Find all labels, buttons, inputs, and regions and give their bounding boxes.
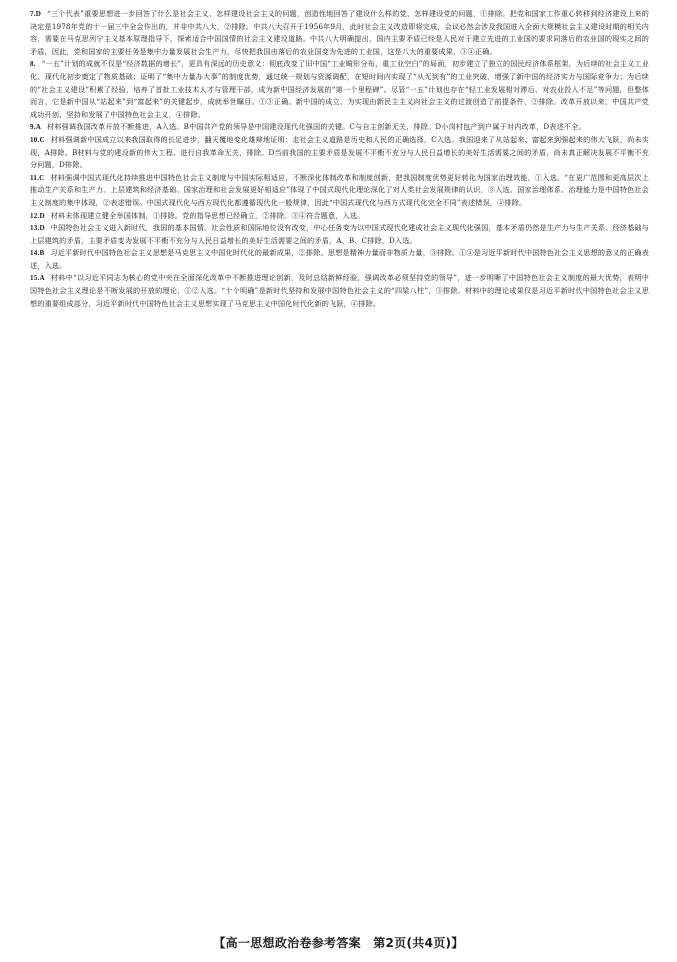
answer-explanation: 习近平新时代中国特色社会主义思想是马克思主义中国化时代化的最新成果，②排除。思想是精神力量而非物质力量，③排除。①④是习近平新时代中国特色社会主义思想的意义的正确表述，入选。 [30,248,649,270]
answer-number: 11.C [30,173,45,182]
answer-number: 13.D [30,224,45,233]
answer-explanation: “三个代表”重要思想进一步回答了什么是社会主义、怎样建设社会主义的问题，创造性地回答了建设什么样的党、怎样建设党的问题，①排除。把党和国家工作重心转移到经济建设上来的决定是1978年党的十一届三中全会作出的，并非中共八大，②排除。中共八大召开于1956年9月，此时社会主义改造即将完成，会议必然会涉及我国进入全面大规模社会主义建设时期的相关内容，需要在马克思列宁主义基本原理指导下，探索适合中国国情的社会主义建设道路。中共八大明确提出，国内主要矛盾已经是人民对于建立先进的工业国的要求同落后的农业国的现实之间的矛盾，因此，党和国家的主要任务是集中力量发展社会生产力，尽快把我国由落后的农业国变为先进的工业国，这是八大的重要成果，③④正确。 [30,9,649,56]
answer-item [30,121,649,134]
answer-item [30,210,649,223]
answer-item [30,58,649,121]
answer-number: 15.A [30,274,45,283]
answer-item [30,172,649,210]
answer-list [30,8,649,310]
answer-explanation: 材料中“以习近平同志为核心的党中央在全面深化改革中不断推进理论创新，及时总结新鲜经验，强调改革必须坚持党的领导”，进一步明晰了中国特色社会主义制度的最大优势，表明中国特色社会主义理论是不断发展的开放的理论，①②入选。“十个明确”是新时代坚持和发展中国特色社会主义的“四梁八柱”，③排除。材料中的理论成果仅是习近平新时代中国特色社会主义思想的重要组成部分，习近平新时代中国特色社会主义思想实现了马克思主义中国化时代化新的飞跃，④排除。 [30,273,649,308]
answer-number: 12.D [30,211,45,220]
answer-item [30,134,649,172]
answer-number: 9.A [30,123,42,132]
answer-number: 10.C [30,135,45,144]
answer-explanation: “一五”计划的成就不仅是“经济数据的增长”，更具有深远的历史意义：彻底改变了旧中国“工业畸形分布、重工业空白”的局面，初步建立了独立的国民经济体系框架，为后续的社会主义工业化、现代化初步奠定了物质基础；证明了“集中力量办大事”的制度优势，通过统一规划与资源调配，在短时间内实现了“从无到有”的工业突破，增强了新中国的经济实力与国际竞争力；为后续的“社会主义建设”积累了经验，培养了首批工业技术人才与管理干部，成为新中国经济发展的“第一个里程碑”。尽管“一五”计划也存在“轻工业发展相对滞后、对农业投入不足”等问题，但整体而言，它是新中国从“站起来”到“富起来”的关键起步，成就举世瞩目。①③正确。新中国的成立，为实现由新民主主义向社会主义的过渡创造了前提条件，②排除。改革开放以来，中国共产党成功开创、坚持和发展了中国特色社会主义，④排除。 [30,59,649,119]
answer-item [30,222,649,247]
answer-explanation: 材料强调中国式现代化持续推进中国特色社会主义制度与中国实际相适应，不断深化体制改革和制度创新，把我国制度优势更好转化为国家治理效能，①入选。“在更广范围和更高层次上推动生产关系和生产力、上层建筑和经济基础、国家治理和社会发展更好相适应”体现了中国式现代化理论深化了对人类社会发展规律的认识，③入选。国家治理体系、治理能力是中国特色社会主义制度的集中体现，②表述错误。中国式现代化与西方现代化都遵循现代化一般规律，因此“中国式现代化与西方式现代化完全不同”表述错误，④排除。 [30,172,649,207]
answer-explanation: 材料强调我国改革开放不断推进，A入选。B中国共产党的领导是中国建设现代化强国的关键。C与自主创新无关，排除。D小岗村包产到户属于对内改革，D表述不全。 [47,122,586,132]
answer-item [30,272,649,310]
answer-item [30,247,649,272]
answer-number: 8. [30,60,36,69]
answer-item [30,8,649,58]
answer-explanation: 中国特色社会主义进入新时代，我国的基本国情、社会性质和国际地位没有改变，中心任务变为以中国式现代化建成社会主义现代化强国，基本矛盾仍然是生产力与生产关系、经济基础与上层建筑的矛盾，主要矛盾变为发展不平衡不充分与人民日益增长的美好生活需要之间的矛盾，A、B、C排除，D入选。 [30,223,649,245]
answer-number: 7.D [30,10,42,18]
answer-explanation: 材料未体现建立健全举国体制，①排除。党的指导思想已经确立，②排除。③④符合题意，入选。 [50,210,365,220]
page-footer: 【高一思想政治卷参考答案 第2页(共4页)】 [213,936,464,950]
answer-explanation: 材料强调新中国成立以来我国取得的长足进步，翻天覆地变化雄辩地证明：走社会主义道路是历史和人民的正确选择，C入选。我国迎来了从站起来、富起来到强起来的伟大飞跃，尚未实现，A排除。B材料与党的建设新的伟大工程、进行自我革命无关，排除。D当前我国的主要矛盾是发展不平衡不充分与人民日益增长的美好生活需要之间的矛盾，尚未真正解决发展不平衡不充分问题，D排除。 [30,134,649,170]
answer-number: 14.B [30,249,45,258]
